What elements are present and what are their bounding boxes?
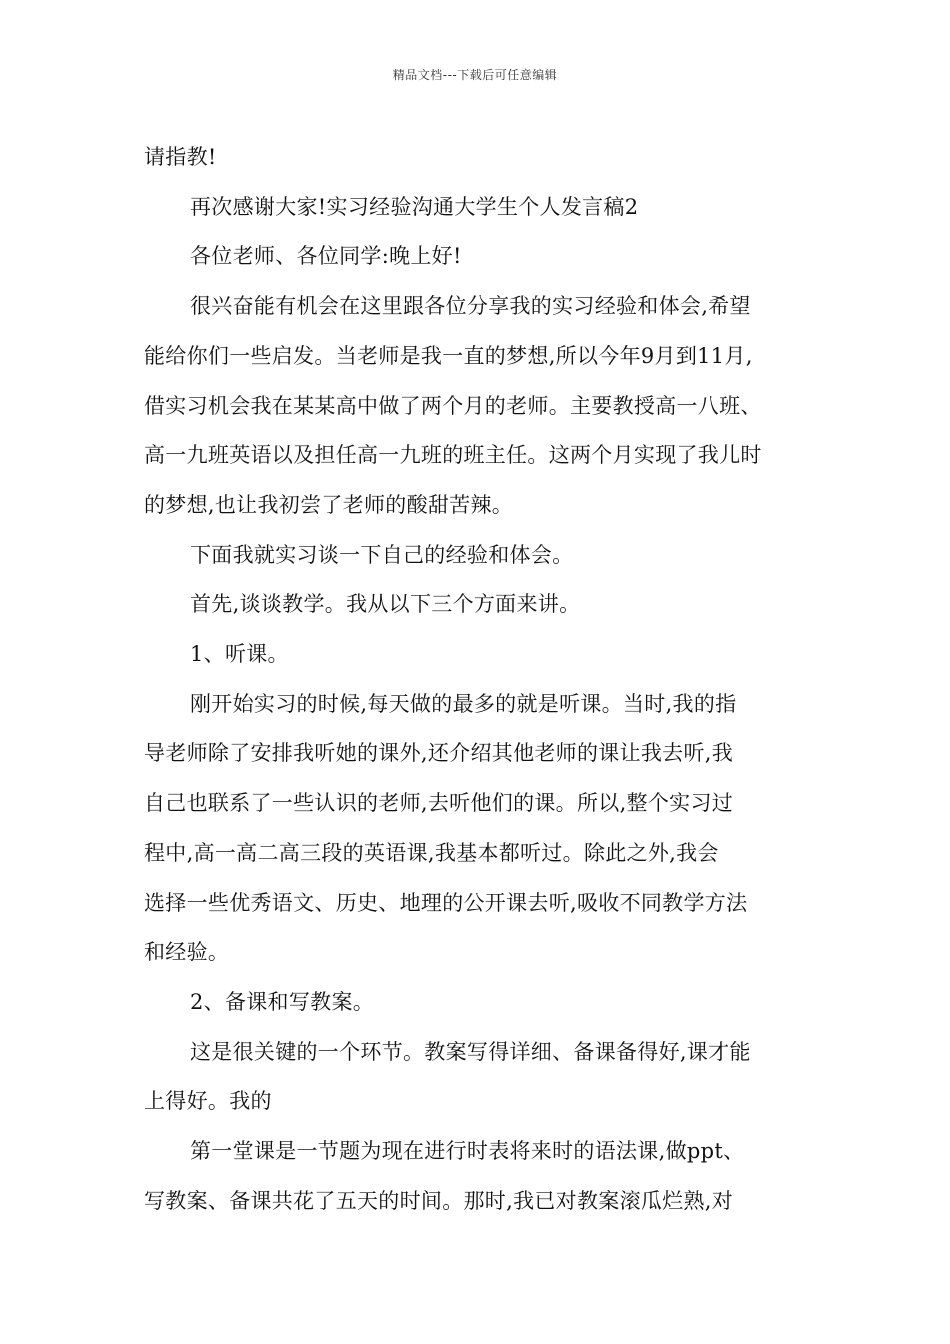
text-line: 这是很关键的一个环节。教案写得详细、备课备得好,课才能 [190,1039,751,1064]
text-line: 自己也联系了一些认识的老师,去听他们的课。所以,整个实习过 [144,791,734,816]
text-line: 很兴奋能有机会在这里跟各位分享我的实习经验和体会,希望 [190,294,751,319]
text-line: 上得好。我的 [144,1089,272,1114]
page-header: 精品文档---下载后可任意编辑 [392,68,558,82]
text-line: 和经验。 [144,940,230,965]
text-line: 选择一些优秀语文、历史、地理的公开课去听,吸收不同教学方法 [144,890,748,915]
text-line: 程中,高一高二高三段的英语课,我基本都听过。除此之外,我会 [144,840,719,865]
text-line: 1、听课。 [190,642,289,667]
text-line: 写教案、备课共花了五天的时间。那时,我已对教案滚瓜烂熟,对 [144,1188,734,1213]
text-line: 2、备课和写教案。 [190,989,375,1014]
text-line: 导老师除了安排我听她的课外,还介绍其他老师的课让我去听,我 [144,741,734,766]
document-body [144,133,809,1226]
text-line: 下面我就实习谈一下自己的经验和体会。 [190,542,574,567]
text-line: 高一九班英语以及担任高一九班的班主任。这两个月实现了我儿时 [144,443,762,468]
text-line: 首先,谈谈教学。我从以下三个方面来讲。 [190,592,581,617]
text-line: 的梦想,也让我初尝了老师的酸甜苦辣。 [144,492,514,517]
text-line: 借实习机会我在某某高中做了两个月的老师。主要教授高一八班、 [144,393,762,418]
text-line: 刚开始实习的时候,每天做的最多的就是听课。当时,我的指 [190,691,737,716]
text-line: 第一堂课是一节题为现在进行时表将来时的语法课,做ppt、 [190,1139,745,1164]
text-line: 请指教! [144,145,217,169]
text-line: 各位老师、各位同学:晚上好! [190,244,462,269]
text-line: 再次感谢大家!实习经验沟通大学生个人发言稿2 [190,194,639,219]
text-line: 能给你们一些启发。当老师是我一直的梦想,所以今年9月到11月, [144,343,753,368]
